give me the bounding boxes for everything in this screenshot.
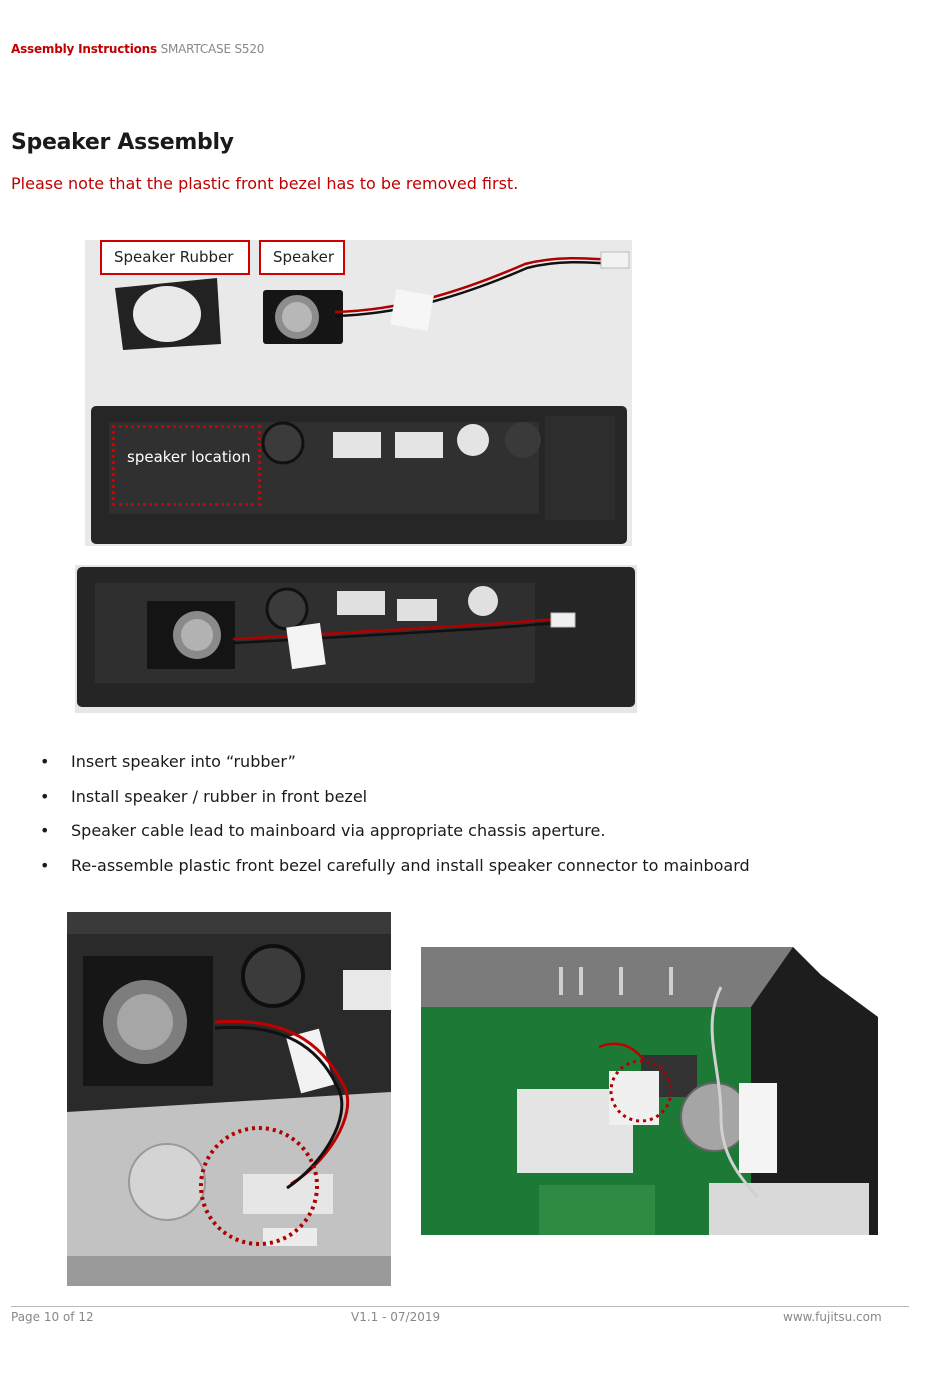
footer-divider <box>11 1306 909 1307</box>
list-item: • Insert speaker into “rubber” <box>40 745 750 780</box>
doc-type-label: Assembly Instructions <box>11 42 157 56</box>
speaker-label: Speaker <box>259 240 345 275</box>
installed-bezel-photo <box>75 565 637 713</box>
page-number: Page 10 of 12 <box>11 1310 94 1324</box>
mainboard-connector-drawing <box>421 947 878 1235</box>
assembly-steps-list <box>40 745 750 883</box>
cable-aperture-drawing <box>67 912 391 1286</box>
list-item: • Speaker cable lead to mainboard via appropriate chassis aperture. <box>40 814 750 849</box>
website-url: www.fujitsu.com <box>783 1310 882 1324</box>
speaker-location-label: speaker location <box>127 448 251 466</box>
speaker-location-marker <box>112 425 261 506</box>
list-item: • Install speaker / rubber in front bezel <box>40 780 750 815</box>
mainboard-connector-photo <box>421 947 878 1235</box>
warning-note: Please note that the plastic front bezel has to be removed first. <box>11 174 519 193</box>
document-header <box>11 42 264 56</box>
version-date: V1.1 - 07/2019 <box>351 1310 441 1324</box>
speaker-rubber-label: Speaker Rubber <box>100 240 250 275</box>
list-item: • Re-assemble plastic front bezel carefully and install speaker connector to mainboard <box>40 849 750 884</box>
cable-aperture-photo <box>67 912 391 1286</box>
parts-photo <box>85 240 632 546</box>
product-name: SMARTCASE S520 <box>160 42 265 56</box>
installed-bezel-drawing <box>75 565 637 713</box>
section-title: Speaker Assembly <box>11 130 234 155</box>
